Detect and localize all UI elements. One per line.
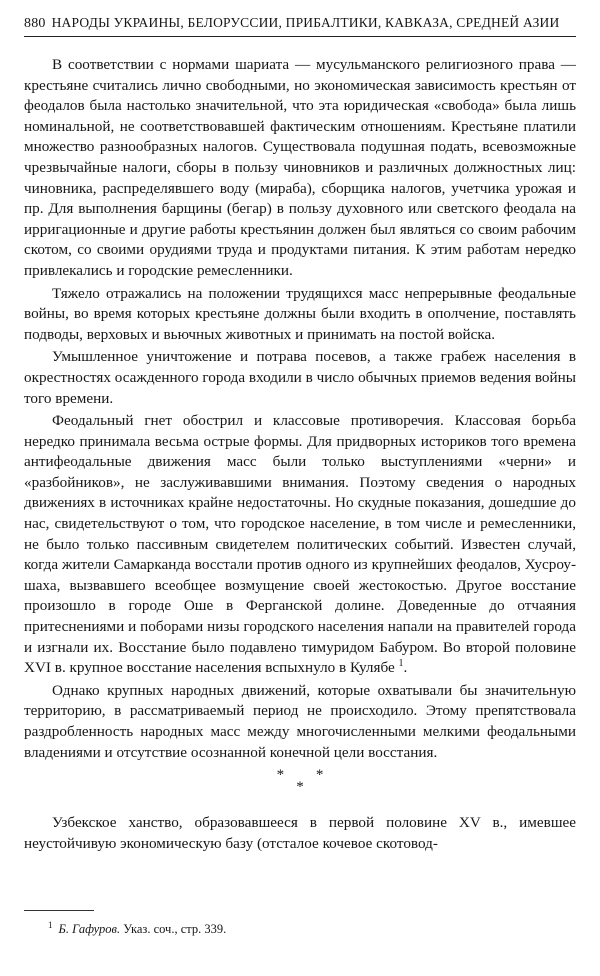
footnote-source: Указ. соч., стр. 339. [123,922,227,937]
footnote-rule [24,910,94,911]
asterism-star: * [276,767,285,784]
paragraph: Умышленное уничтожение и потрава посевов, а также грабеж населения в окрестностях осажденного города входили в число обычных приемов ведения войны того времени. [24,348,576,407]
footnote-number: 1 [48,920,53,930]
paragraph: Однако крупных народных движений, которые охватывали бы значительную территорию, в рассматриваемый период не происходило. Этому препятствовала раздробленность народных масс между многочисленными мелкими феодальными владениями и отсутствие осознанной конечной цели восстания. [24,681,576,761]
paragraph: Узбекское ханство, образовавшееся в первой половине XV в., имевшее неустойчивую экономическую базу (отсталое кочевое скотовод- [24,814,576,852]
footnote-author: Б. Гафуров. [58,922,121,937]
paragraph-text: Феодальный гнет обострил и классовые противоречия. Классовая борьба нередко принимала весьма острые формы. Для придворных историков того времена антифеодальные движения масс были только выступлениями «черни» и «разбойников», не заслуживавшими внимания. Поэтому сведения о народных движениях в источниках крайне недостаточны. Но скудные показания, дошедшие до нас, свидетельствуют о том, что городское население, в том числе и ремесленники, не было только пассивным свидетелем политических событий. Известен случай, когда жители Самарканда восстали против одного из крупнейших феодалов, Хусроу-шаха, вызвавшего всеобщее возмущение своей жестокостью. Другое восстание произошло в городе Оше в Ферганской долине. Доведенные до отчаяния притеснениями и поборами низы городского населения напали на правителей города и изгнали их. Восстание было подавлено тимуридом Бабуром. Во второй половине XVI в. крупное восстание населения вспыхнуло в Кулябе [24,412,576,677]
asterism-star: * [315,767,324,784]
footnote-marker: 1 [398,658,404,670]
paragraph: В соответствии с нормами шариата — мусульманского религиозного права — крестьяне считались лично свободными, но экономическая зависимость крестьян от феодалов была настолько значительной, что эта юридическая «свобода» была лишь номинальной, не соответствовавшей фактическим отношениям. Крестьяне платили множество разнообразных налогов. Существовала подушная подать, всевозможные чрезвычайные налоги, сборы в пользу чиновников и различных должностных лиц: чиновника, распределявшего воду (мираба), сборщика налогов, учетчика урожая и пр. Для выполнения барщины (бегар) в пользу духовного или светского феодала на ирригационные и другие работы крестьянин должен был являться со своим рабочим скотом, со своими орудиями труда и продуктами питания. К этим работам нередко привлекались и городские ремесленники. [24,56,576,279]
asterism-star: * [296,779,304,796]
paragraph: Тяжело отражались на положении трудящихся масс непрерывные феодальные войны, во время которых крестьяне должны были входить в ополчение, поставлять подводы, верховых и вьючных животных и принимать на постой войска. [24,284,576,343]
running-header [24,14,576,33]
page-number: 880 [24,16,46,31]
paragraph-with-footnote: Феодальный гнет обострил и классовые противоречия. Классовая борьба нередко принимала весьма острые формы. Для придворных историков того времена антифеодальные движения масс были только выступлениями «черни» и «разбойников», не заслуживавшими внимания. Поэтому сведения о народных движениях в источниках крайне недостаточны. Но скудные показания, дошедшие до нас, свидетельствуют о том, что городское население, в том числе и ремесленники, не было только пассивным свидетелем политических событий. Известен случай, когда жители Самарканда восстали против одного из крупнейших феодалов, Хусроу-шаха, вызвавшего всеобщее возмущение своей жестокостью. Другое восстание произошло в городе Оше в Ферганской долине. Доведенные до отчаяния притеснениями и поборами низы городского населения напали на правителей города и изгнали их. Восстание было подавлено тимуридом Бабуром. Во второй половине XVI в. крупное восстание населения вспыхнуло в Кулябе $^1$. [24,412,576,677]
body-text [24,55,576,854]
footnote [48,917,226,937]
header-rule [24,36,576,37]
running-title: НАРОДЫ УКРАИНЫ, БЕЛОРУССИИ, ПРИБАЛТИКИ, КАВКАЗА, СРЕДНЕЙ АЗИИ [51,15,560,30]
section-asterism [24,767,576,796]
book-page [24,14,576,964]
